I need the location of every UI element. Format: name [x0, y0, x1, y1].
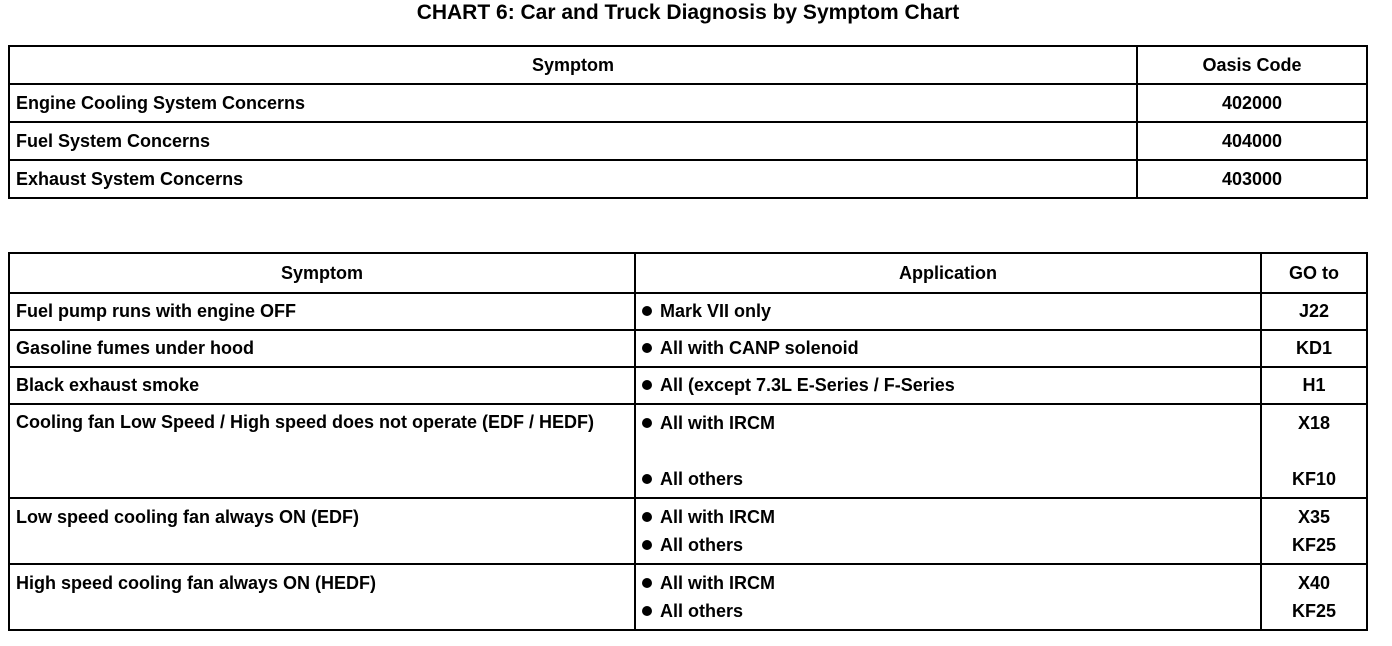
application-cell: [635, 330, 1261, 367]
column-header-symptom: Symptom: [9, 253, 635, 293]
table-header-row: [9, 253, 1367, 293]
application-text: All others: [660, 601, 744, 621]
table-row: [9, 564, 1367, 630]
application-cell: [635, 564, 1261, 630]
application-text: Mark VII only: [660, 301, 772, 321]
goto-code: X35: [1297, 507, 1331, 527]
symptom-cell: Cooling fan Low Speed / High speed does not operate (EDF / HEDF): [9, 404, 635, 498]
table-row: [9, 160, 1367, 198]
column-header-application: Application: [635, 253, 1261, 293]
goto-cell: J22: [1261, 293, 1367, 330]
table-row: [9, 330, 1367, 367]
oasis-code-cell: 404000: [1137, 122, 1367, 160]
symptom-cell: High speed cooling fan always ON (HEDF): [9, 564, 635, 630]
goto-code: KF25: [1291, 535, 1336, 555]
application-text: All with IRCM: [660, 573, 775, 593]
symptom-cell: Engine Cooling System Concerns: [9, 84, 1137, 122]
bullet-icon: [642, 540, 652, 550]
table-row: [9, 122, 1367, 160]
symptom-cell: Fuel pump runs with engine OFF: [9, 293, 635, 330]
oasis-code-cell: 403000: [1137, 160, 1367, 198]
goto-code: KF25: [1291, 601, 1336, 621]
application-text: All with IRCM: [660, 413, 775, 433]
bullet-icon: [642, 474, 652, 484]
application-text: All others: [660, 535, 744, 555]
table-row: [9, 404, 1367, 498]
column-header-oasis-code: Oasis Code: [1137, 46, 1367, 84]
application-cell: [635, 498, 1261, 564]
table-row: [9, 84, 1367, 122]
application-text: All others: [660, 469, 744, 489]
goto-code: X40: [1297, 573, 1331, 593]
goto-cell: KD1: [1261, 330, 1367, 367]
application-text: All with CANP solenoid: [660, 338, 859, 358]
symptom-cell: Black exhaust smoke: [9, 367, 635, 404]
column-header-symptom: Symptom: [9, 46, 1137, 84]
oasis-code-cell: 402000: [1137, 84, 1367, 122]
symptom-cell: Fuel System Concerns: [9, 122, 1137, 160]
goto-cell: [1261, 498, 1367, 564]
table-header-row: [9, 46, 1367, 84]
application-text: All (except 7.3L E-Series / F-Series: [660, 375, 955, 395]
symptom-cell: Exhaust System Concerns: [9, 160, 1137, 198]
goto-cell: H1: [1261, 367, 1367, 404]
oasis-code-table: [8, 45, 1368, 199]
goto-cell: [1261, 564, 1367, 630]
table-row: [9, 293, 1367, 330]
bullet-icon: [642, 606, 652, 616]
application-cell: [635, 367, 1261, 404]
bullet-icon: [642, 512, 652, 522]
goto-code: KF10: [1291, 469, 1336, 489]
application-cell: [635, 404, 1261, 498]
bullet-icon: [642, 306, 652, 316]
application-text: All with IRCM: [660, 507, 775, 527]
bullet-icon: [642, 418, 652, 428]
bullet-icon: [642, 578, 652, 588]
symptom-cell: Low speed cooling fan always ON (EDF): [9, 498, 635, 564]
application-cell: [635, 293, 1261, 330]
symptom-goto-table: [8, 252, 1368, 631]
column-header-go-to: GO to: [1261, 253, 1367, 293]
table-row: [9, 367, 1367, 404]
goto-code: X18: [1297, 413, 1331, 433]
bullet-icon: [642, 380, 652, 390]
bullet-icon: [642, 343, 652, 353]
page-title: CHART 6: Car and Truck Diagnosis by Symptom Chart: [416, 1, 960, 24]
table-row: [9, 498, 1367, 564]
goto-cell: [1261, 404, 1367, 498]
symptom-cell: Gasoline fumes under hood: [9, 330, 635, 367]
